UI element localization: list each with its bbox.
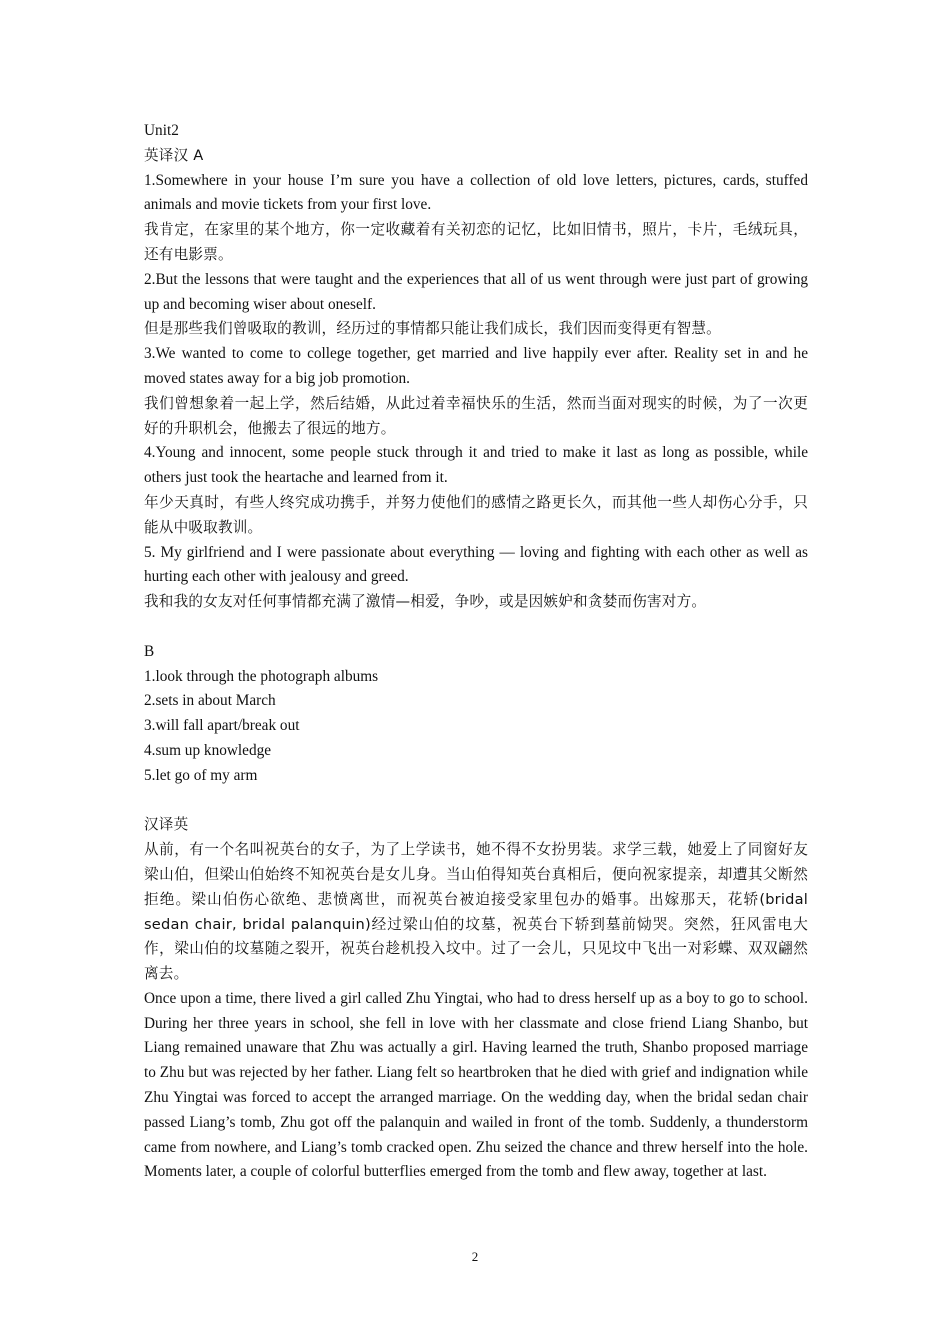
document-body xyxy=(144,119,808,1185)
section-a-item-1-zh: 我肯定，在家里的某个地方，你一定收藏着有关初恋的记忆，比如旧情书，照片，卡片，毛绒玩具，还有电影票。 xyxy=(144,221,808,263)
section-a-item-1-en: 1.Somewhere in your house I’m sure you have a collection of old love letters, pictures, cards, stuffed animals and movie tickets from your first love. xyxy=(144,171,808,214)
spacer xyxy=(144,615,808,640)
spacer xyxy=(144,789,808,814)
section-a-item-2-en: 2.But the lessons that were taught and the experiences that all of us went through were just part of growing up and becoming wiser about oneself. xyxy=(144,270,808,313)
section-c-english-paragraph: Once upon a time, there lived a girl called Zhu Yingtai, who had to dress herself up as a boy to go to school. During her three years in school, she fell in love with her classmate and close friend Liang Shanbo, but Liang remained unaware that Zhu was actually a girl. Having learned the truth, Shanbo proposed marriage to Zhu but was rejected by her father. Liang felt so heartbroken that he died with grief and indignation while Zhu Yingtai was forced to accept the arranged marriage. On the wedding day, when the bridal sedan chair passed Liang’s tomb, Zhu got off the palanquin and wailed in front of the tomb. Suddenly, a thunderstorm came from nowhere, and Liang’s tomb cracked open. Zhu seized the chance and threw herself into the hole. Moments later, a couple of colorful butterflies emerged from the tomb and flew away, together at last. xyxy=(144,989,808,1181)
section-a-item-5-zh: 我和我的女友对任何事情都充满了激情—相爱，争吵，或是因嫉妒和贪婪而伤害对方。 xyxy=(144,593,707,611)
section-b-item-2: 2.sets in about March xyxy=(144,692,276,710)
section-a-item-4-en: 4.Young and innocent, some people stuck through it and tried to make it last as long as possible, while others just took the heartache and learned from it. xyxy=(144,444,808,487)
section-b-item-5: 5.let go of my arm xyxy=(144,766,258,784)
section-c-chinese-paragraph: 从前，有一个名叫祝英台的女子，为了上学读书，她不得不女扮男装。求学三载，她爱上了同窗好友梁山伯，但梁山伯始终不知祝英台是女儿身。当山伯得知英台真相后，便向祝家提亲，却遭其父断然拒绝。梁山伯伤心欲绝、悲愤离世，而祝英台被迫接受家里包办的婚事。出嫁那天，花轿(bridal sedan chair, bridal palanquin)经过梁山伯的坟墓，祝英台下轿到墓前恸哭。突然，狂风雷电大作，梁山伯的坟墓随之裂开，祝英台趁机投入坟中。过了一会儿，只见坟中飞出一对彩蝶、双双翩然离去。 xyxy=(144,841,808,983)
section-a-heading: 英译汉 A xyxy=(144,146,204,164)
section-a-item-3-zh: 我们曾想象着一起上学，然后结婚，从此过着幸福快乐的生活，然而当面对现实的时候，为了一次更好的升职机会，他搬去了很远的地方。 xyxy=(144,394,808,437)
section-a-item-3-en: 3.We wanted to come to college together, get married and live happily ever after. Reality set in and he moved states away for a big job promotion. xyxy=(144,345,808,387)
page-number: 2 xyxy=(471,1249,479,1264)
section-a-item-5-en: 5. My girlfriend and I were passionate about everything — loving and fighting with each other as well as hurting each other with jealousy and greed. xyxy=(144,543,808,586)
section-b-item-3: 3.will fall apart/break out xyxy=(144,717,300,735)
section-b-item-1: 1.look through the photograph albums xyxy=(144,667,379,685)
section-a-item-4-zh: 年少天真时，有些人终究成功携手，并努力使他们的感情之路更长久，而其他一些人却伤心分手，只能从中吸取教训。 xyxy=(144,493,808,536)
unit-title: Unit2 xyxy=(144,122,179,139)
section-a-item-2-zh: 但是那些我们曾吸取的教训，经历过的事情都只能让我们成长，我们因而变得更有智慧。 xyxy=(144,320,721,338)
section-c-heading: 汉译英 xyxy=(144,816,189,834)
section-b-item-4: 4.sum up knowledge xyxy=(144,741,272,759)
section-b-heading: B xyxy=(144,642,155,660)
